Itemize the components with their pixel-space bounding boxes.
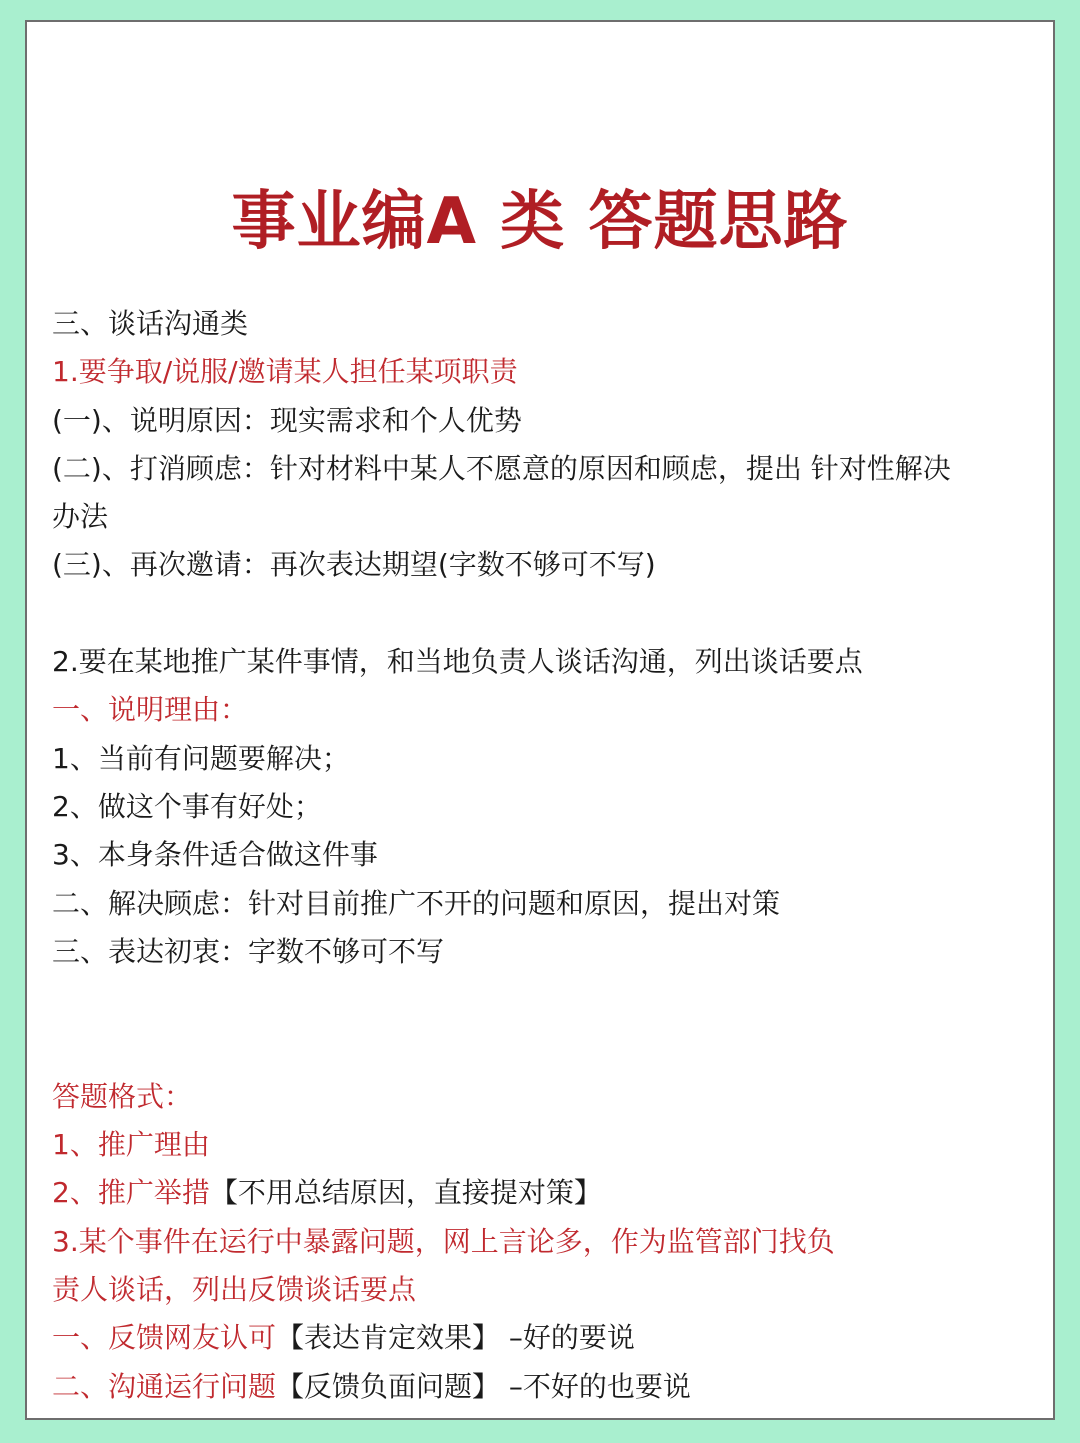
item2-reason-3: 3、本身条件适合做这件事 bbox=[52, 838, 378, 872]
item3-point-1-note: 【表达肯定效果】 –好的要说 bbox=[276, 1321, 635, 1355]
item2-reason-2: 2、做这个事有好处； bbox=[52, 789, 322, 823]
format-point-1: 1、推广理由 bbox=[52, 1128, 210, 1162]
content-body bbox=[52, 300, 1042, 1411]
item1-step-2: (二)、打消顾虑：针对材料中某人不愿意的原因和顾虑，提出 针对性解决 bbox=[52, 451, 951, 485]
format-heading: 答题格式： bbox=[52, 1079, 193, 1113]
item3-point-1 bbox=[52, 1314, 1042, 1362]
page-title: 事业编A 类 答题思路 bbox=[231, 185, 849, 259]
item3-title-line-2: 责人谈话，列出反馈谈话要点 bbox=[52, 1272, 417, 1306]
item2-reason-1: 1、当前有问题要解决； bbox=[52, 741, 350, 775]
item2-reason-heading: 一、说明理由： bbox=[52, 693, 249, 727]
item3-point-1-label: 一、反馈网友认可 bbox=[52, 1321, 277, 1355]
content-card bbox=[25, 20, 1055, 1420]
item1-step-1: (一)、说明原因：现实需求和个人优势 bbox=[52, 403, 522, 437]
item3-point-2-note: 【反馈负面问题】 –不好的也要说 bbox=[276, 1369, 691, 1403]
format-point-2 bbox=[52, 1169, 1042, 1217]
format-point-2-note: 【不用总结原因，直接提对策】 bbox=[209, 1176, 602, 1210]
item2-title: 2.要在某地推广某件事情，和当地负责人谈话沟通，列出谈话要点 bbox=[52, 645, 863, 679]
item2-express: 三、表达初衷：字数不够可不写 bbox=[52, 934, 445, 968]
section-heading: 三、谈话沟通类 bbox=[52, 307, 249, 340]
item3-point-2 bbox=[52, 1363, 1042, 1411]
item2-resolve: 二、解决顾虑：针对目前推广不开的问题和原因，提出对策 bbox=[52, 886, 781, 920]
format-point-2-label: 2、推广举措 bbox=[52, 1176, 210, 1210]
spacer bbox=[52, 590, 1042, 638]
item1-title: 1.要争取/说服/邀请某人担任某项职责 bbox=[52, 355, 518, 389]
item3-title-line-1: 3.某个事件在运行中暴露问题，网上言论多，作为监管部门找负 bbox=[52, 1224, 835, 1258]
item3-point-2-label: 二、沟通运行问题 bbox=[52, 1369, 277, 1403]
item1-step-2-cont: 办法 bbox=[52, 500, 109, 534]
item1-step-3: (三)、再次邀请：再次表达期望(字数不够可不写) bbox=[52, 548, 656, 582]
spacer bbox=[52, 976, 1042, 1073]
